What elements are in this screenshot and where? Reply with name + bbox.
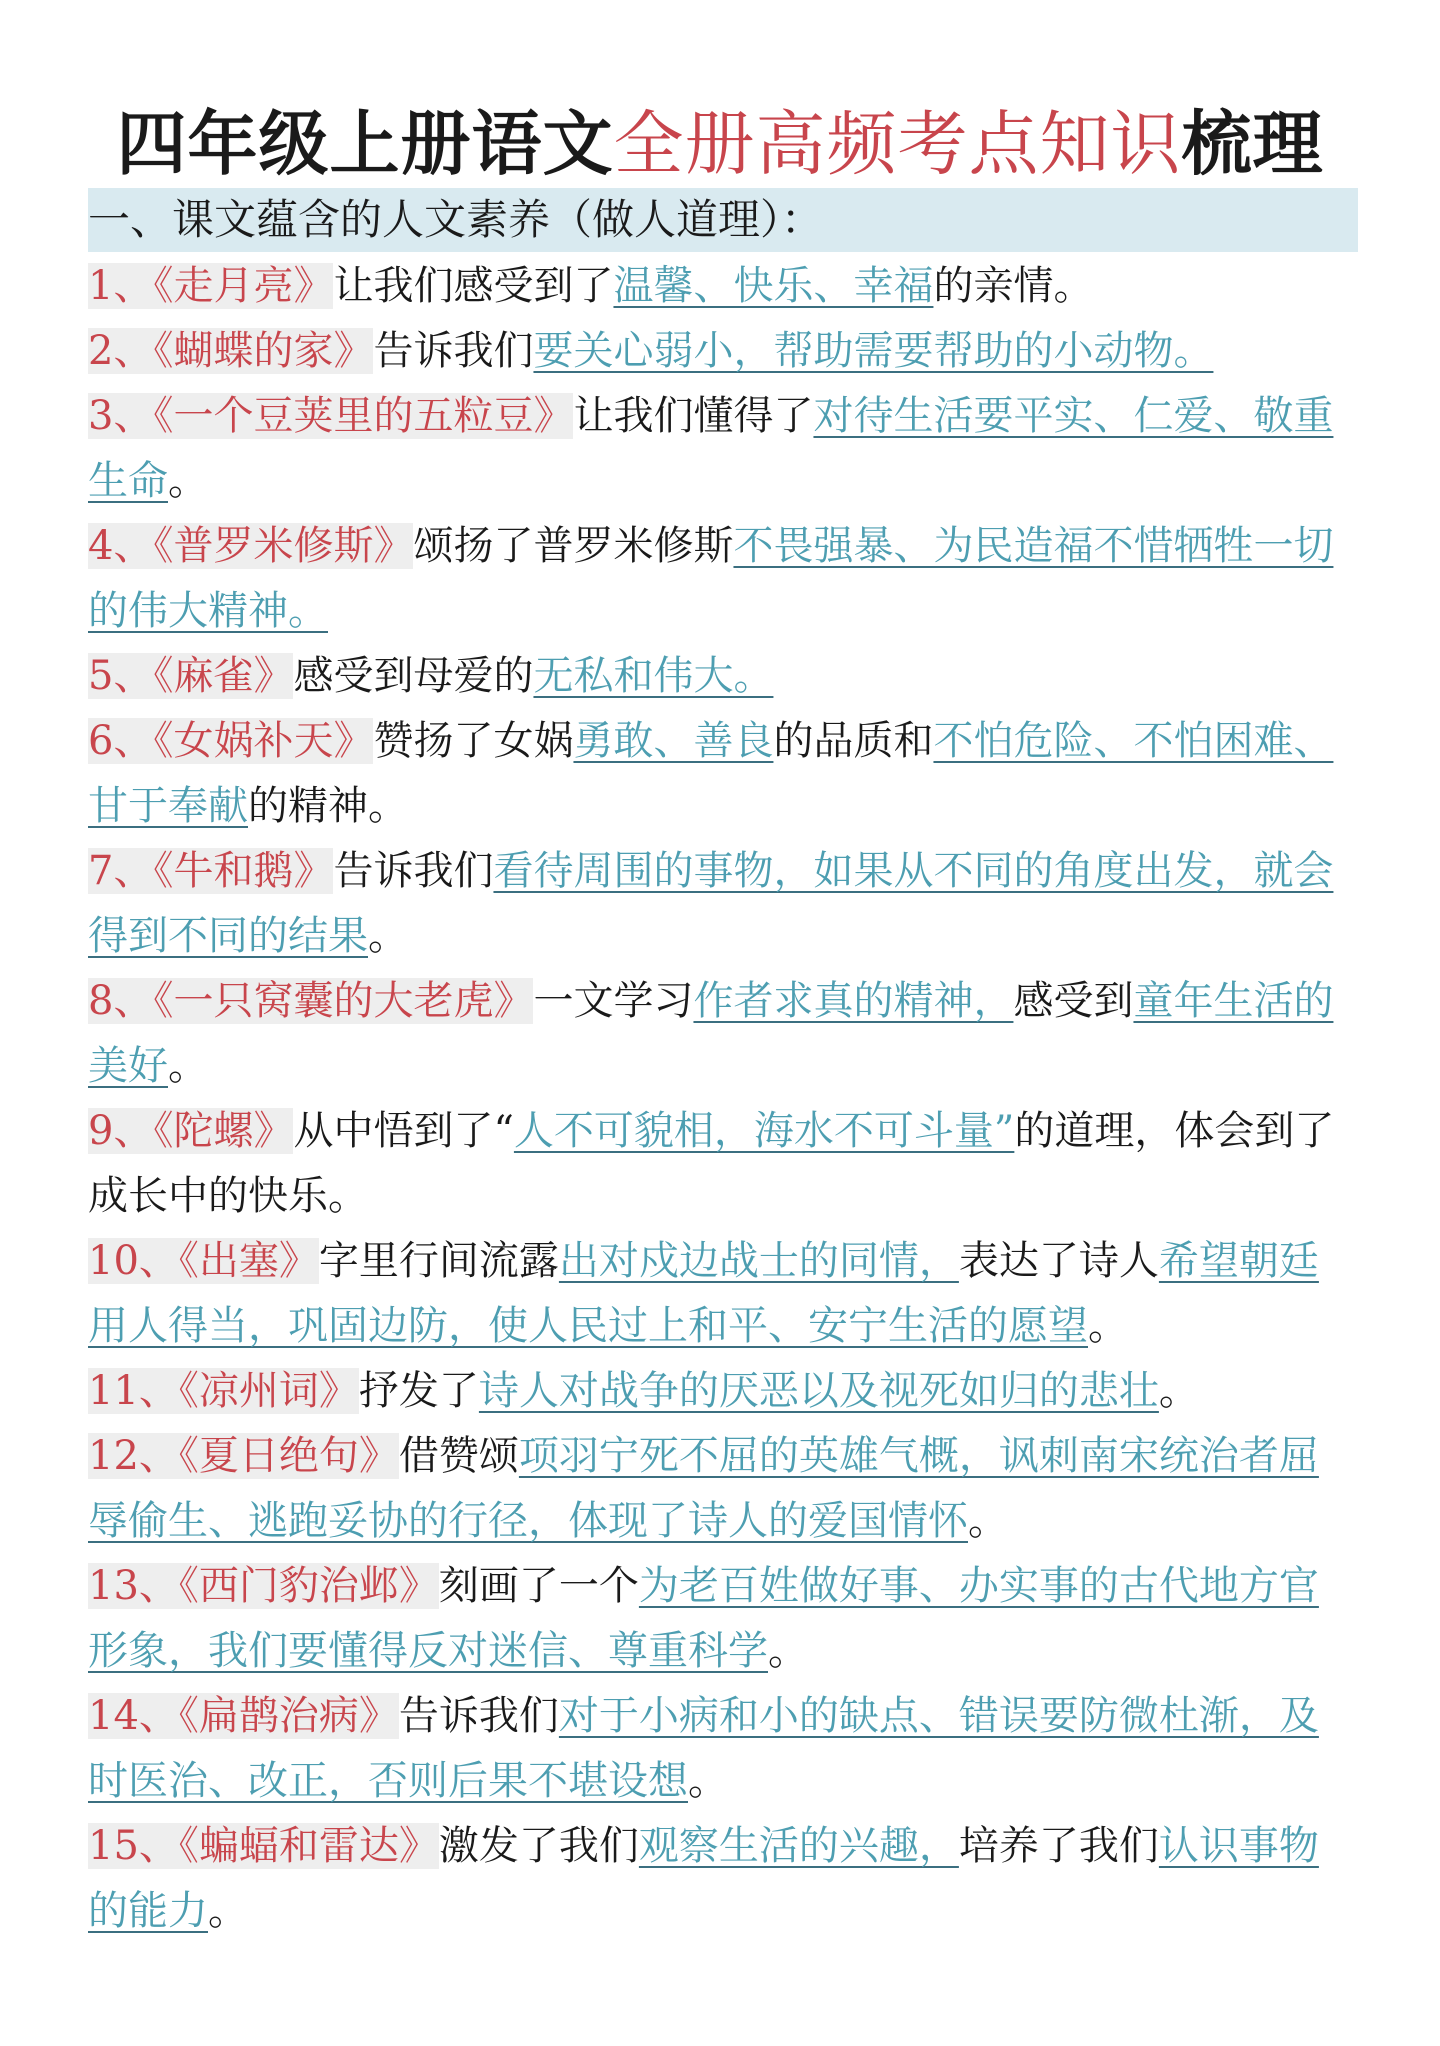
list-item <box>88 1229 1356 1359</box>
item-title: 7、《牛和鹅》 <box>88 848 334 894</box>
item-text: 。 <box>208 1888 248 1934</box>
list-item <box>88 514 1356 644</box>
item-text: 赞扬了女娲 <box>373 718 574 764</box>
item-title: 14、《扁鹊治病》 <box>88 1693 399 1739</box>
item-text: 激发了我们 <box>438 1823 639 1869</box>
item-text: 。 <box>768 1628 808 1674</box>
item-text: 一文学习 <box>533 978 694 1024</box>
item-text: 抒发了 <box>358 1368 479 1414</box>
list-item <box>88 709 1356 839</box>
list-item <box>88 839 1356 969</box>
item-text: 颂扬了普罗米修斯 <box>413 523 734 569</box>
list-item <box>88 969 1356 1099</box>
list-item <box>88 1684 1356 1814</box>
item-title: 9、《陀螺》 <box>88 1108 294 1154</box>
list-item <box>88 384 1356 514</box>
highlighted-text: 诗人对战争的厌恶以及视死如归的悲壮 <box>478 1368 1159 1414</box>
highlighted-text: 看待周围的事物，如果从不同的角度出发，就会得到不同的结果 <box>88 848 1334 959</box>
highlighted-text: 希望朝廷用人得当，巩固边防，使人民过上和平、安宁生活的愿望 <box>88 1238 1319 1349</box>
item-text: 字里行间流露 <box>318 1238 559 1284</box>
item-text: 的亲情。 <box>933 263 1094 309</box>
item-text: 告诉我们 <box>373 328 534 374</box>
item-title: 12、《夏日绝句》 <box>88 1433 399 1479</box>
highlighted-text: 无私和伟大。 <box>533 653 774 699</box>
list-item <box>88 1814 1356 1944</box>
item-title: 6、《女娲补天》 <box>88 718 374 764</box>
highlighted-text: 不怕危险、不怕困难、甘于奉献 <box>88 718 1334 829</box>
title-part-2: 全册高频考点知识 <box>613 103 1182 185</box>
item-text: 让我们懂得了 <box>573 393 814 439</box>
highlighted-text: 勇敢、善良 <box>573 718 774 764</box>
highlighted-text: 对于小病和小的缺点、错误要防微杜渐，及时医治、改正，否则后果不堪设想 <box>88 1693 1319 1804</box>
item-text: 。 <box>168 1043 208 1089</box>
section-heading: 一、课文蕴含的人文素养（做人道理）： <box>88 188 1358 252</box>
item-title: 15、《蝙蝠和雷达》 <box>88 1823 439 1869</box>
list-item <box>88 319 1356 384</box>
highlighted-text: 童年生活的美好 <box>88 978 1334 1089</box>
item-text: 。 <box>1088 1303 1128 1349</box>
highlighted-text: 不畏强暴、为民造福不惜牺牲一切的伟大精神。 <box>88 523 1334 634</box>
highlighted-text: 为老百姓做好事、办实事的古代地方官形象，我们要懂得反对迷信、尊重科学 <box>88 1563 1319 1674</box>
item-text: 的道理，体会到了成长中的快乐。 <box>88 1108 1335 1219</box>
item-text: 。 <box>1158 1368 1199 1414</box>
item-title: 13、《西门豹治邺》 <box>88 1563 439 1609</box>
highlighted-text: 作者求真的精神， <box>693 978 1014 1024</box>
page-title <box>0 96 1440 192</box>
item-text: 的精神。 <box>248 783 408 829</box>
highlighted-text: 项羽宁死不屈的英雄气概，讽刺南宋统治者屈辱偷生、逃跑妥协的行径，体现了诗人的爱国情怀 <box>88 1433 1319 1544</box>
item-text: 培养了我们 <box>958 1823 1159 1869</box>
highlighted-text: 温馨、快乐、幸福 <box>613 263 934 309</box>
highlighted-text: 对待生活要平实、仁爱、敬重生命 <box>88 393 1334 504</box>
item-text: 让我们感受到了 <box>333 263 614 309</box>
highlighted-text: 人不可貌相，海水不可斗量” <box>513 1108 1015 1154</box>
item-title: 4、《普罗米修斯》 <box>88 523 414 569</box>
item-text: 。 <box>968 1498 1008 1544</box>
item-text: 刻画了一个 <box>438 1563 639 1609</box>
item-text: 。 <box>168 458 208 504</box>
item-text: 告诉我们 <box>398 1693 559 1739</box>
item-text: 从中悟到了“ <box>293 1108 514 1154</box>
highlighted-text: 出对戍边战士的同情， <box>558 1238 959 1284</box>
list-item <box>88 1554 1356 1684</box>
list-item <box>88 254 1356 319</box>
item-text: 感受到母爱的 <box>293 653 534 699</box>
highlighted-text: 观察生活的兴趣， <box>638 1823 959 1869</box>
item-text: 感受到 <box>1013 978 1134 1024</box>
item-text: 。 <box>688 1758 728 1804</box>
item-title: 10、《出塞》 <box>88 1238 319 1284</box>
title-part-1: 四年级上册语文 <box>116 102 614 185</box>
list-item <box>88 1359 1356 1424</box>
item-text: 表达了诗人 <box>958 1238 1159 1284</box>
item-text: 借赞颂 <box>398 1433 519 1479</box>
list-item <box>88 644 1356 709</box>
item-text: 的品质和 <box>773 718 934 764</box>
item-title: 2、《蝴蝶的家》 <box>88 328 374 374</box>
item-text: 告诉我们 <box>333 848 494 894</box>
item-title: 5、《麻雀》 <box>88 653 294 699</box>
item-title: 8、《一只窝囊的大老虎》 <box>88 978 534 1024</box>
list-item <box>88 1099 1356 1229</box>
item-list <box>88 254 1356 1944</box>
highlighted-text: 要关心弱小，帮助需要帮助的小动物。 <box>533 328 1214 374</box>
list-item <box>88 1424 1356 1554</box>
title-part-3: 梳理 <box>1181 102 1324 185</box>
item-title: 11、《凉州词》 <box>88 1368 359 1414</box>
item-title: 3、《一个豆荚里的五粒豆》 <box>88 393 574 439</box>
item-title: 1、《走月亮》 <box>88 263 334 309</box>
highlighted-text: 认识事物的能力 <box>88 1823 1319 1934</box>
item-text: 。 <box>368 913 408 959</box>
